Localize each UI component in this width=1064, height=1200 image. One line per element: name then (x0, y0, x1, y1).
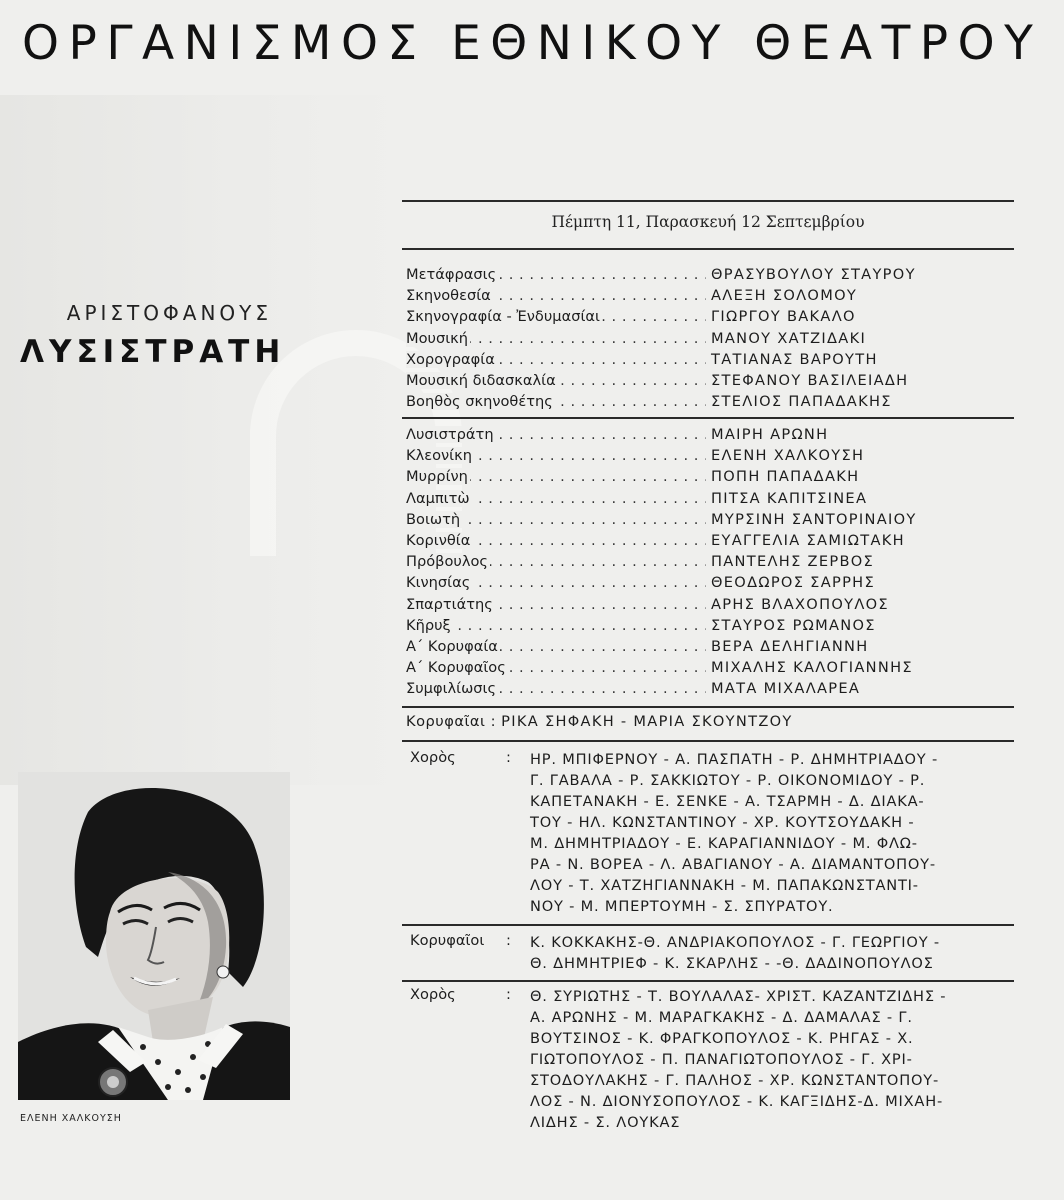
chorus-men-line: Α. ΑΡΩΝΗΣ - Μ. ΜΑΡΑΓΚΑΚΗΣ - Δ. ΔΑΜΑΛΑΣ - Γ. (530, 1009, 913, 1026)
chorus-women-line: ΤΟΥ - ΗΛ. ΚΩΝΣΤΑΝΤΙΝΟΥ - ΧΡ. ΚΟΥΤΣΟΥΔΑΚΗ - (530, 814, 915, 831)
koryfaiai-names: ΡΙΚΑ ΣΗΦΑΚΗ - ΜΑΡΙΑ ΣΚΟΥΝΤΖΟΥ (501, 713, 793, 730)
koryfaioi-group (406, 932, 1026, 976)
credit-role: Σκηνοθεσία (406, 287, 491, 305)
cast-role: Α΄ Κορυφαῖος (406, 659, 506, 677)
credit-role: Χορογραφία (406, 350, 495, 368)
chorus-women-line: ΛΟΥ - Τ. ΧΑΤΖΗΓΙΑΝΝΑΚΗ - Μ. ΠΑΠΑΚΩΝΣΤΑΝΤΙ- (530, 877, 919, 894)
chorus-men-line: ΛΟΣ - Ν. ΔΙΟΝΥΣΟΠΟΥΛΟΣ - Κ. ΚΑΓΞΙΔΗΣ-Δ. ΜΙΧΑΗ- (530, 1093, 944, 1110)
chorus-men-label: Χορὸς (410, 986, 456, 1003)
cast-row (406, 466, 1016, 487)
cast-role: Κινησίας (406, 574, 471, 592)
koryfaioi-colon: : (506, 932, 511, 949)
cast-row (406, 657, 1016, 678)
credit-name: ΜΑΝΟΥ ΧΑΤΖΙΔΑΚΙ (711, 329, 867, 347)
chorus-men-line: ΓΙΩΤΟΠΟΥΛΟΣ - Π. ΠΑΝΑΓΙΩΤΟΠΟΥΛΟΣ - Γ. ΧΡΙ- (530, 1051, 913, 1068)
divider-credits (402, 417, 1014, 419)
koryfaiai-label: Κορυφαῖαι (406, 713, 486, 730)
credit-row (406, 391, 1016, 412)
cast-name: ΠΟΠΗ ΠΑΠΑΔΑΚΗ (711, 468, 860, 486)
credit-name: ΣΤΕΦΑΝΟΥ ΒΑΣΙΛΕΙΑΔΗ (711, 371, 909, 389)
page-title: ΟΡΓΑΝΙΣΜΟΣ ΕΘΝΙΚΟΥ ΘΕΑΤΡΟΥ (22, 16, 1043, 71)
credit-role: Σκηνογραφία - Ἐνδυμασίαι (406, 308, 600, 326)
cast-role: Κλεονίκη (406, 447, 472, 465)
cast-role: Κῆρυξ (406, 616, 451, 634)
cast-name: ΒΕΡΑ ΔΕΛΗΓΙΑΝΝΗ (711, 637, 869, 655)
credit-name: ΣΤΕΛΙΟΣ ΠΑΠΑΔΑΚΗΣ (711, 393, 892, 411)
performance-dates: Πέμπτη 11, Παρασκευή 12 Σεπτεμβρίου (551, 213, 865, 231)
actress-portrait (18, 772, 290, 1100)
cast-role: Λαμπιτὼ (406, 489, 470, 507)
cast-name: ΠΑΝΤΕΛΗΣ ΖΕΡΒΟΣ (711, 553, 875, 571)
cast-name: ΜΑΙΡΗ ΑΡΩΝΗ (711, 426, 829, 443)
cast-row (406, 445, 1016, 466)
credit-name: ΓΙΩΡΓΟΥ ΒΑΚΑΛΟ (711, 308, 856, 326)
portrait-photo-icon (18, 772, 290, 1100)
chorus-women-line: ΡΑ - Ν. ΒΟΡΕΑ - Λ. ΑΒΑΓΙΑΝΟΥ - Α. ΔΙΑΜΑΝΤΟΠΟΥ- (530, 856, 936, 873)
credit-row (406, 264, 1016, 285)
cast-role: Πρόβουλος (406, 553, 488, 571)
chorus-men (406, 986, 1026, 1136)
photo-caption: ΕΛΕΝΗ ΧΑΛΚΟΥΣΗ (20, 1113, 122, 1124)
credit-row (406, 285, 1016, 306)
koryfaioi-label: Κορυφαῖοι (410, 932, 485, 949)
chorus-women-line: ΝΟΥ - Μ. ΜΠΕΡΤΟΥΜΗ - Σ. ΣΠΥΡΑΤΟΥ. (530, 898, 834, 915)
chorus-men-colon: : (506, 986, 511, 1003)
chorus-women (406, 749, 1026, 919)
credit-row (406, 306, 1016, 327)
cast-row (406, 636, 1016, 657)
cast-row (406, 488, 1016, 509)
chorus-men-line: ΒΟΥΤΣΙΝΟΣ - Κ. ΦΡΑΓΚΟΠΟΥΛΟΣ - Κ. ΡΗΓΑΣ - Χ. (530, 1030, 914, 1047)
cast-name: ΜΥΡΣΙΝΗ ΣΑΝΤΟΡΙΝΑΙΟΥ (711, 510, 917, 528)
divider-cast (402, 706, 1014, 708)
chorus-women-line: Γ. ΓΑΒΑΛΑ - Ρ. ΣΑΚΚΙΩΤΟΥ - Ρ. ΟΙΚΟΝΟΜΙΔΟΥ - Ρ. (530, 772, 926, 789)
chorus-women-line: Μ. ΔΗΜΗΤΡΙΑΔΟΥ - Ε. ΚΑΡΑΓΙΑΝΝΙΔΟΥ - Μ. ΦΛΩ- (530, 835, 918, 852)
cast-row (406, 594, 1016, 615)
koryfaioi-line: Θ. ΔΗΜΗΤΡΙΕΦ - Κ. ΣΚΑΡΛΗΣ - -Θ. ΔΑΔΙΝΟΠΟΥΛΟΣ (530, 955, 934, 972)
play-title: ΛΥΣΙΣΤΡΑΤΗ (20, 334, 286, 370)
cast-list (406, 424, 1016, 699)
cast-name: ΠΙΤΣΑ ΚΑΠΙΤΣΙΝΕΑ (711, 489, 868, 507)
cast-row (406, 530, 1016, 551)
cast-row (406, 572, 1016, 593)
koryfaioi-line: Κ. ΚΟΚΚΑΚΗΣ-Θ. ΑΝΔΡΙΑΚΟΠΟΥΛΟΣ - Γ. ΓΕΩΡΓΙΟΥ - (530, 934, 940, 951)
cast-role: Συμφιλίωσις (406, 680, 497, 698)
chorus-women-line: ΚΑΠΕΤΑΝΑΚΗ - Ε. ΣΕΝΚΕ - Α. ΤΣΑΡΜΗ - Δ. ΔΙΑΚΑ- (530, 793, 925, 810)
divider-koryfaiai (402, 740, 1014, 742)
cast-row (406, 678, 1016, 699)
chorus-men-line: Θ. ΣΥΡΙΩΤΗΣ - Τ. ΒΟΥΛΑΛΑΣ- ΧΡΙΣΤ. ΚΑΖΑΝΤΖΙΔΗΣ - (530, 988, 947, 1005)
cast-row (406, 424, 1016, 445)
production-credits (406, 264, 1016, 412)
cast-role: Βοιωτὴ (406, 510, 461, 528)
credit-name: ΑΛΕΞΗ ΣΟΛΟΜΟΥ (711, 287, 858, 305)
cast-name: ΑΡΗΣ ΒΛΑΧΟΠΟΥΛΟΣ (711, 595, 889, 613)
cast-role: Λυσιστράτη (406, 426, 494, 443)
cast-name: ΘΕΟΔΩΡΟΣ ΣΑΡΡΗΣ (711, 574, 875, 592)
koryfaiai-colon: : (490, 713, 497, 730)
cast-role: Α΄ Κορυφαία (406, 637, 498, 655)
koryfaiai-row (406, 713, 793, 730)
cast-row (406, 509, 1016, 530)
cast-name: ΕΥΑΓΓΕΛΙΑ ΣΑΜΙΩΤΑΚΗ (711, 531, 905, 549)
cast-row (406, 551, 1016, 572)
chorus-men-line: ΣΤΟΔΟΥΛΑΚΗΣ - Γ. ΠΑΛΗΟΣ - ΧΡ. ΚΩΝΣΤΑΝΤΟΠΟΥ- (530, 1072, 940, 1089)
chorus-women-colon: : (506, 749, 511, 766)
divider-koryfaioi (402, 980, 1014, 982)
chorus-women-label: Χορὸς (410, 749, 456, 766)
chorus-women-line: ΗΡ. ΜΠΙΦΕΡΝΟΥ - Α. ΠΑΣΠΑΤΗ - Ρ. ΔΗΜΗΤΡΙΑΔΟΥ - (530, 751, 939, 768)
credit-row (406, 328, 1016, 349)
divider-chorus-women (402, 924, 1014, 926)
cast-name: ΜΙΧΑΛΗΣ ΚΑΛΟΓΙΑΝΝΗΣ (711, 659, 913, 677)
credit-row (406, 349, 1016, 370)
credit-name: ΘΡΑΣΥΒΟΥΛΟΥ ΣΤΑΥΡΟΥ (711, 266, 916, 283)
cast-role: Σπαρτιάτης (406, 595, 493, 613)
cast-name: ΣΤΑΥΡΟΣ ΡΩΜΑΝΟΣ (711, 616, 876, 634)
cast-role: Μυρρίνη (406, 468, 468, 486)
credit-role: Μετάφρασις (406, 266, 497, 283)
divider-dates (402, 248, 1014, 250)
chorus-men-line: ΛΙΔΗΣ - Σ. ΛΟΥΚΑΣ (530, 1114, 681, 1131)
cast-row (406, 615, 1016, 636)
cast-name: ΕΛΕΝΗ ΧΑΛΚΟΥΣΗ (711, 447, 865, 465)
credit-role: Μουσική διδασκαλία (406, 371, 556, 389)
divider-top (402, 200, 1014, 202)
credit-role: Βοηθὸς σκηνοθέτης (406, 393, 553, 411)
cast-role: Κορινθία (406, 531, 471, 549)
play-author: ΑΡΙΣΤΟΦΑΝΟΥΣ (66, 301, 272, 325)
credit-role: Μουσική (406, 329, 469, 347)
credit-name: ΤΑΤΙΑΝΑΣ ΒΑΡΟΥΤΗ (711, 350, 878, 368)
cast-name: ΜΑΤΑ ΜΙΧΑΛΑΡΕΑ (711, 680, 861, 698)
credit-row (406, 370, 1016, 391)
